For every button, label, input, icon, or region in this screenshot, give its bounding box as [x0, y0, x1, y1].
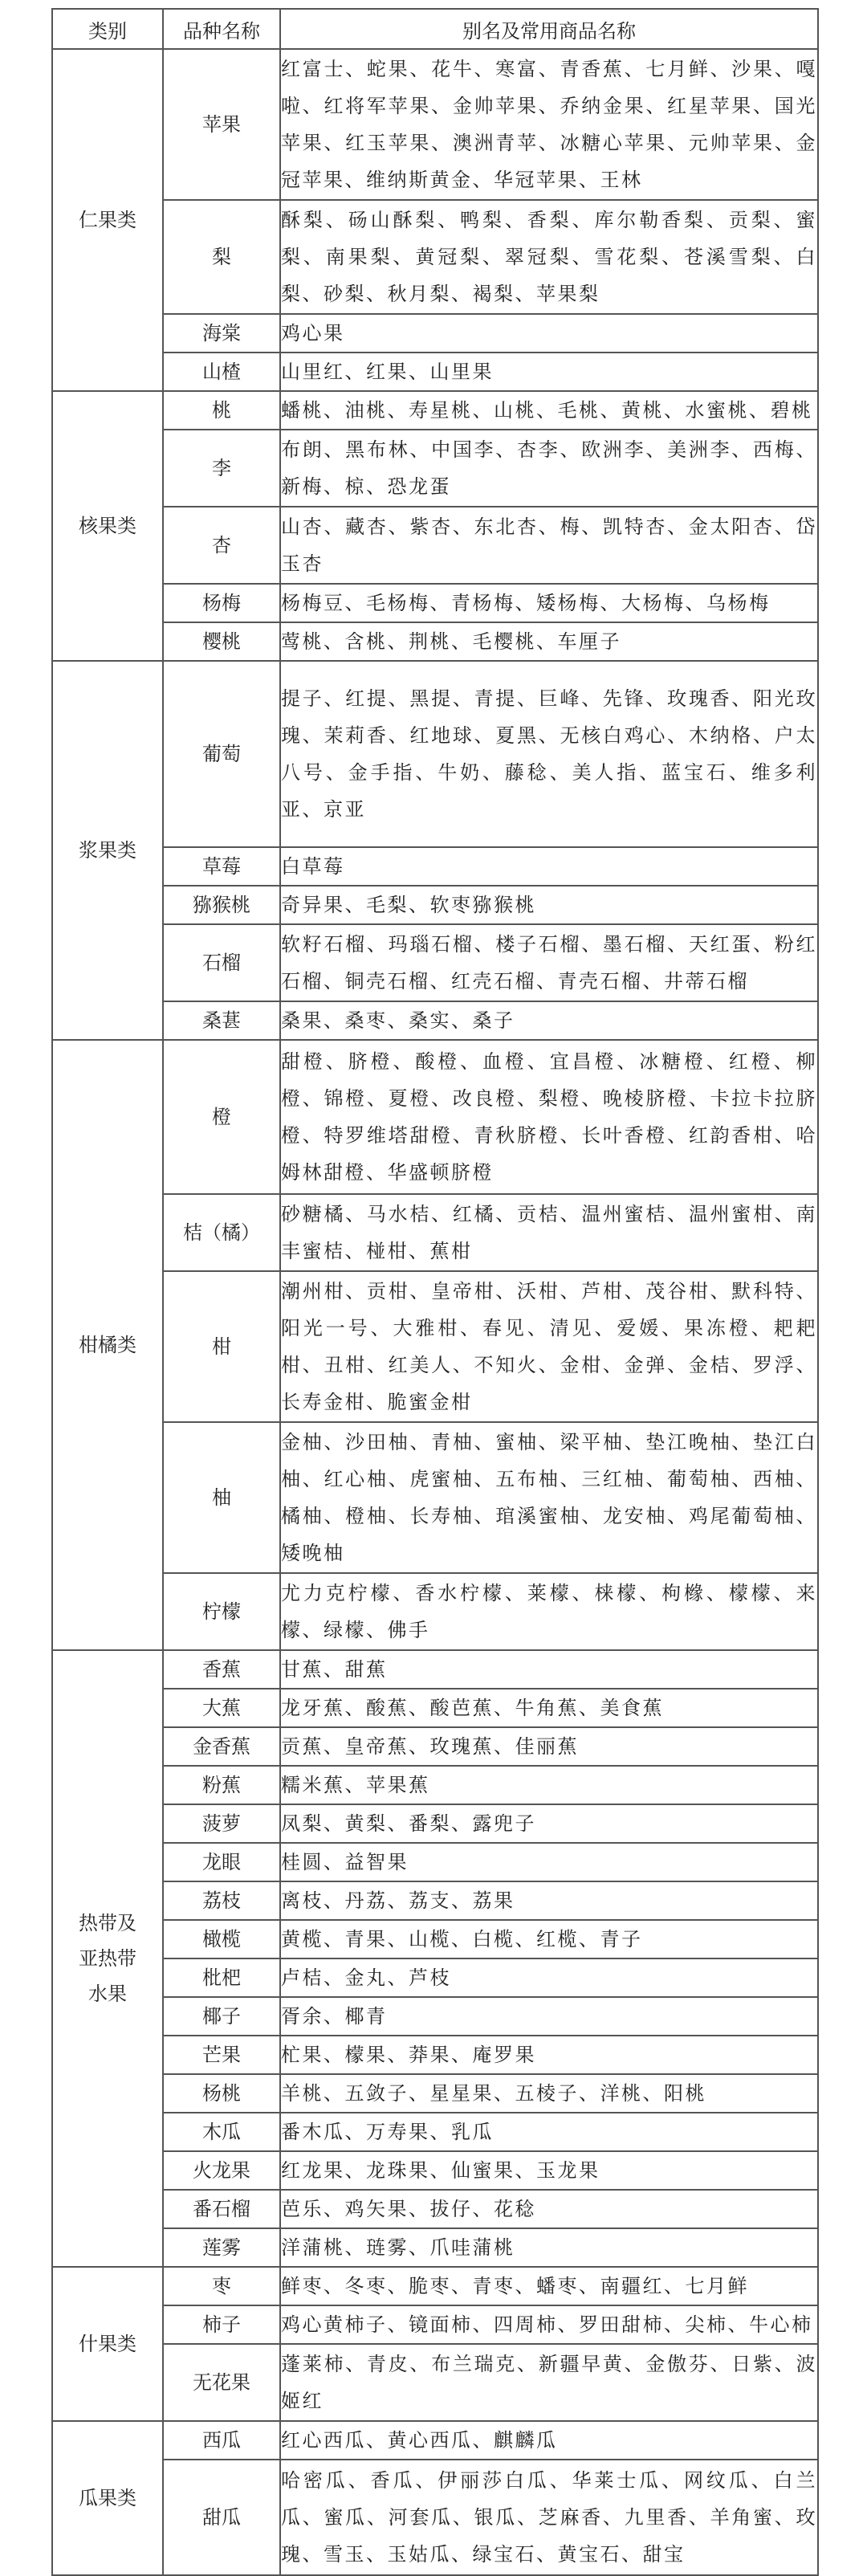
- variety-name: 西瓜: [163, 2421, 280, 2460]
- table-row: [52, 584, 818, 622]
- variety-name: 龙眼: [163, 1843, 280, 1881]
- variety-name: 菠萝: [163, 1804, 280, 1843]
- alias-list: 黄榄、青果、山榄、白榄、红榄、青子: [280, 1920, 818, 1958]
- variety-name: 草莓: [163, 847, 280, 886]
- alias-list: 鸡心黄柿子、镜面柿、四周柿、罗田甜柿、尖柿、牛心柿: [280, 2305, 818, 2344]
- variety-name: 苹果: [163, 49, 280, 200]
- alias-list: 甜橙、脐橙、酸橙、血橙、宜昌橙、冰糖橙、红橙、柳橙、锦橙、夏橙、改良橙、梨橙、晚棱脐橙、卡拉卡拉脐橙、特罗维塔甜橙、青秋脐橙、长叶香橙、红韵香柑、哈姆林甜橙、华盛顿脐橙: [280, 1040, 818, 1194]
- alias-list: 凤梨、黄梨、番梨、露兜子: [280, 1804, 818, 1843]
- table-row: [52, 2113, 818, 2151]
- variety-name: 桑葚: [163, 1001, 280, 1040]
- table-row: [52, 2036, 818, 2074]
- table-row: [52, 1920, 818, 1958]
- table-row: [52, 430, 818, 507]
- table-row: [52, 2421, 818, 2460]
- variety-name: 番石榴: [163, 2190, 280, 2228]
- category-label: 核果类: [79, 515, 136, 537]
- category-label: 热带及亚热带水果: [79, 1912, 136, 2005]
- alias-list: 离枝、丹荔、荔支、荔果: [280, 1881, 818, 1920]
- variety-name: 柑: [163, 1271, 280, 1422]
- category-label: 瓜果类: [79, 2487, 136, 2509]
- variety-name: 杨桃: [163, 2074, 280, 2113]
- variety-name: 山楂: [163, 353, 280, 391]
- category-cell: [52, 391, 163, 661]
- table-row: [52, 2460, 818, 2575]
- table-row: [52, 2267, 818, 2305]
- table-row: [52, 886, 818, 924]
- header-aliases: 别名及常用商品名称: [280, 9, 818, 49]
- table-row: [52, 1958, 818, 1997]
- table-row: [52, 1727, 818, 1766]
- table-row: [52, 314, 818, 353]
- alias-list: 白草莓: [280, 847, 818, 886]
- table-row: [52, 1997, 818, 2036]
- variety-name: 李: [163, 430, 280, 507]
- alias-list: 尤力克柠檬、香水柠檬、莱檬、梾檬、枸橼、檬檬、来檬、绿檬、佛手: [280, 1573, 818, 1650]
- table-row: [52, 1689, 818, 1727]
- category-cell: [52, 1040, 163, 1650]
- table-row: [52, 1573, 818, 1650]
- variety-name: 海棠: [163, 314, 280, 353]
- alias-list: 红龙果、龙珠果、仙蜜果、玉龙果: [280, 2151, 818, 2190]
- table-row: [52, 1271, 818, 1422]
- table-row: [52, 1881, 818, 1920]
- table-row: [52, 353, 818, 391]
- alias-list: 番木瓜、万寿果、乳瓜: [280, 2113, 818, 2151]
- variety-name: 柿子: [163, 2305, 280, 2344]
- alias-list: 桂圆、益智果: [280, 1843, 818, 1881]
- category-label: 仁果类: [79, 209, 136, 231]
- alias-list: 布朗、黑布林、中国李、杏李、欧洲李、美洲李、西梅、新梅、椋、恐龙蛋: [280, 430, 818, 507]
- category-label: 浆果类: [79, 839, 136, 862]
- alias-list: 潮州柑、贡柑、皇帝柑、沃柑、芦柑、茂谷柑、默科特、阳光一号、大雅柑、春见、清见、爱媛、果冻橙、耙耙柑、丑柑、红美人、不知火、金柑、金弹、金桔、罗浮、长寿金柑、脆蜜金柑: [280, 1271, 818, 1422]
- table-row: [52, 2151, 818, 2190]
- alias-list: 红心西瓜、黄心西瓜、麒麟瓜: [280, 2421, 818, 2460]
- table-row: [52, 200, 818, 314]
- variety-name: 桔（橘）: [163, 1194, 280, 1271]
- variety-name: 荔枝: [163, 1881, 280, 1920]
- alias-list: 甘蕉、甜蕉: [280, 1650, 818, 1689]
- variety-name: 火龙果: [163, 2151, 280, 2190]
- variety-name: 芒果: [163, 2036, 280, 2074]
- variety-name: 杨梅: [163, 584, 280, 622]
- alias-list: 提子、红提、黑提、青提、巨峰、先锋、玫瑰香、阳光玫瑰、茉莉香、红地球、夏黑、无核白鸡心、木纳格、户太八号、金手指、牛奶、藤稔、美人指、蓝宝石、维多利亚、京亚: [280, 661, 818, 847]
- header-category: 类别: [52, 9, 163, 49]
- alias-list: 蟠桃、油桃、寿星桃、山桃、毛桃、黄桃、水蜜桃、碧桃: [280, 391, 818, 430]
- table-row: [52, 507, 818, 584]
- variety-name: 木瓜: [163, 2113, 280, 2151]
- variety-name: 柚: [163, 1422, 280, 1573]
- variety-name: 猕猴桃: [163, 886, 280, 924]
- alias-list: 鸡心果: [280, 314, 818, 353]
- alias-list: 莺桃、含桃、荆桃、毛樱桃、车厘子: [280, 622, 818, 661]
- category-cell: [52, 2421, 163, 2575]
- variety-name: 梨: [163, 200, 280, 314]
- variety-name: 甜瓜: [163, 2460, 280, 2575]
- variety-name: 枣: [163, 2267, 280, 2305]
- variety-name: 葡萄: [163, 661, 280, 847]
- variety-name: 杏: [163, 507, 280, 584]
- table-body: [52, 49, 818, 2575]
- variety-name: 桃: [163, 391, 280, 430]
- table-row: [52, 2228, 818, 2267]
- category-label: 柑橘类: [79, 1334, 136, 1356]
- alias-list: 龙牙蕉、酸蕉、酸芭蕉、牛角蕉、美食蕉: [280, 1689, 818, 1727]
- alias-list: 软籽石榴、玛瑙石榴、楼子石榴、墨石榴、天红蛋、粉红石榴、铜壳石榴、红壳石榴、青壳石榴、井蒂石榴: [280, 924, 818, 1001]
- variety-name: 石榴: [163, 924, 280, 1001]
- alias-list: 砂糖橘、马水桔、红橘、贡桔、温州蜜桔、温州蜜柑、南丰蜜桔、椪柑、蕉柑: [280, 1194, 818, 1271]
- table-row: [52, 924, 818, 1001]
- variety-name: 橄榄: [163, 1920, 280, 1958]
- table-row: [52, 1001, 818, 1040]
- fruit-alias-table: [51, 8, 819, 2576]
- table-row: [52, 2344, 818, 2421]
- alias-list: 羊桃、五敛子、星星果、五棱子、洋桃、阳桃: [280, 2074, 818, 2113]
- alias-list: 芭乐、鸡矢果、拔仔、花稔: [280, 2190, 818, 2228]
- category-cell: [52, 661, 163, 1040]
- table-row: [52, 1766, 818, 1804]
- table-row: [52, 1040, 818, 1194]
- alias-list: 鲜枣、冬枣、脆枣、青枣、蟠枣、南疆红、七月鲜: [280, 2267, 818, 2305]
- table-row: [52, 2190, 818, 2228]
- table-row: [52, 391, 818, 430]
- variety-name: 枇杷: [163, 1958, 280, 1997]
- table-row: [52, 2074, 818, 2113]
- category-cell: [52, 2267, 163, 2421]
- alias-list: 糯米蕉、苹果蕉: [280, 1766, 818, 1804]
- table-row: [52, 1650, 818, 1689]
- alias-list: 洋蒲桃、琏雾、爪哇蒲桃: [280, 2228, 818, 2267]
- alias-list: 蓬莱柿、青皮、布兰瑞克、新疆早黄、金傲芬、日紫、波姬红: [280, 2344, 818, 2421]
- header-row: [52, 9, 818, 49]
- table-row: [52, 49, 818, 200]
- alias-list: 红富士、蛇果、花牛、寒富、青香蕉、七月鲜、沙果、嘎啦、红将军苹果、金帅苹果、乔纳金果、红星苹果、国光苹果、红玉苹果、澳洲青苹、冰糖心苹果、元帅苹果、金冠苹果、维纳斯黄金、华冠苹果、王林: [280, 49, 818, 200]
- variety-name: 无花果: [163, 2344, 280, 2421]
- variety-name: 香蕉: [163, 1650, 280, 1689]
- alias-list: 胥余、椰青: [280, 1997, 818, 2036]
- table-row: [52, 661, 818, 847]
- alias-list: 金柚、沙田柚、青柚、蜜柚、梁平柚、垫江晚柚、垫江白柚、红心柚、虎蜜柚、五布柚、三红柚、葡萄柚、西柚、橘柚、橙柚、长寿柚、琯溪蜜柚、龙安柚、鸡尾葡萄柚、矮晚柚: [280, 1422, 818, 1573]
- variety-name: 樱桃: [163, 622, 280, 661]
- alias-list: 杨梅豆、毛杨梅、青杨梅、矮杨梅、大杨梅、乌杨梅: [280, 584, 818, 622]
- alias-list: 哈密瓜、香瓜、伊丽莎白瓜、华莱士瓜、网纹瓜、白兰瓜、蜜瓜、河套瓜、银瓜、芝麻香、九里香、羊角蜜、玫瑰、雪玉、玉姑瓜、绿宝石、黄宝石、甜宝: [280, 2460, 818, 2575]
- variety-name: 莲雾: [163, 2228, 280, 2267]
- table-row: [52, 847, 818, 886]
- table-row: [52, 2305, 818, 2344]
- header-variety: 品种名称: [163, 9, 280, 49]
- alias-list: 山杏、藏杏、紫杏、东北杏、梅、凯特杏、金太阳杏、岱玉杏: [280, 507, 818, 584]
- table-row: [52, 1804, 818, 1843]
- category-cell: [52, 49, 163, 391]
- variety-name: 粉蕉: [163, 1766, 280, 1804]
- alias-list: 卢桔、金丸、芦枝: [280, 1958, 818, 1997]
- alias-list: 桑果、桑枣、桑实、桑子: [280, 1001, 818, 1040]
- table-row: [52, 622, 818, 661]
- table-row: [52, 1194, 818, 1271]
- variety-name: 椰子: [163, 1997, 280, 2036]
- variety-name: 大蕉: [163, 1689, 280, 1727]
- alias-list: 山里红、红果、山里果: [280, 353, 818, 391]
- variety-name: 橙: [163, 1040, 280, 1194]
- alias-list: 奇异果、毛梨、软枣猕猴桃: [280, 886, 818, 924]
- variety-name: 金香蕉: [163, 1727, 280, 1766]
- variety-name: 柠檬: [163, 1573, 280, 1650]
- alias-list: 酥梨、砀山酥梨、鸭梨、香梨、库尔勒香梨、贡梨、蜜梨、南果梨、黄冠梨、翠冠梨、雪花梨、苍溪雪梨、白梨、砂梨、秋月梨、褐梨、苹果梨: [280, 200, 818, 314]
- alias-list: 杧果、檬果、莽果、庵罗果: [280, 2036, 818, 2074]
- category-label: 什果类: [79, 2333, 136, 2355]
- table-row: [52, 1422, 818, 1573]
- category-cell: [52, 1650, 163, 2267]
- table-row: [52, 1843, 818, 1881]
- alias-list: 贡蕉、皇帝蕉、玫瑰蕉、佳丽蕉: [280, 1727, 818, 1766]
